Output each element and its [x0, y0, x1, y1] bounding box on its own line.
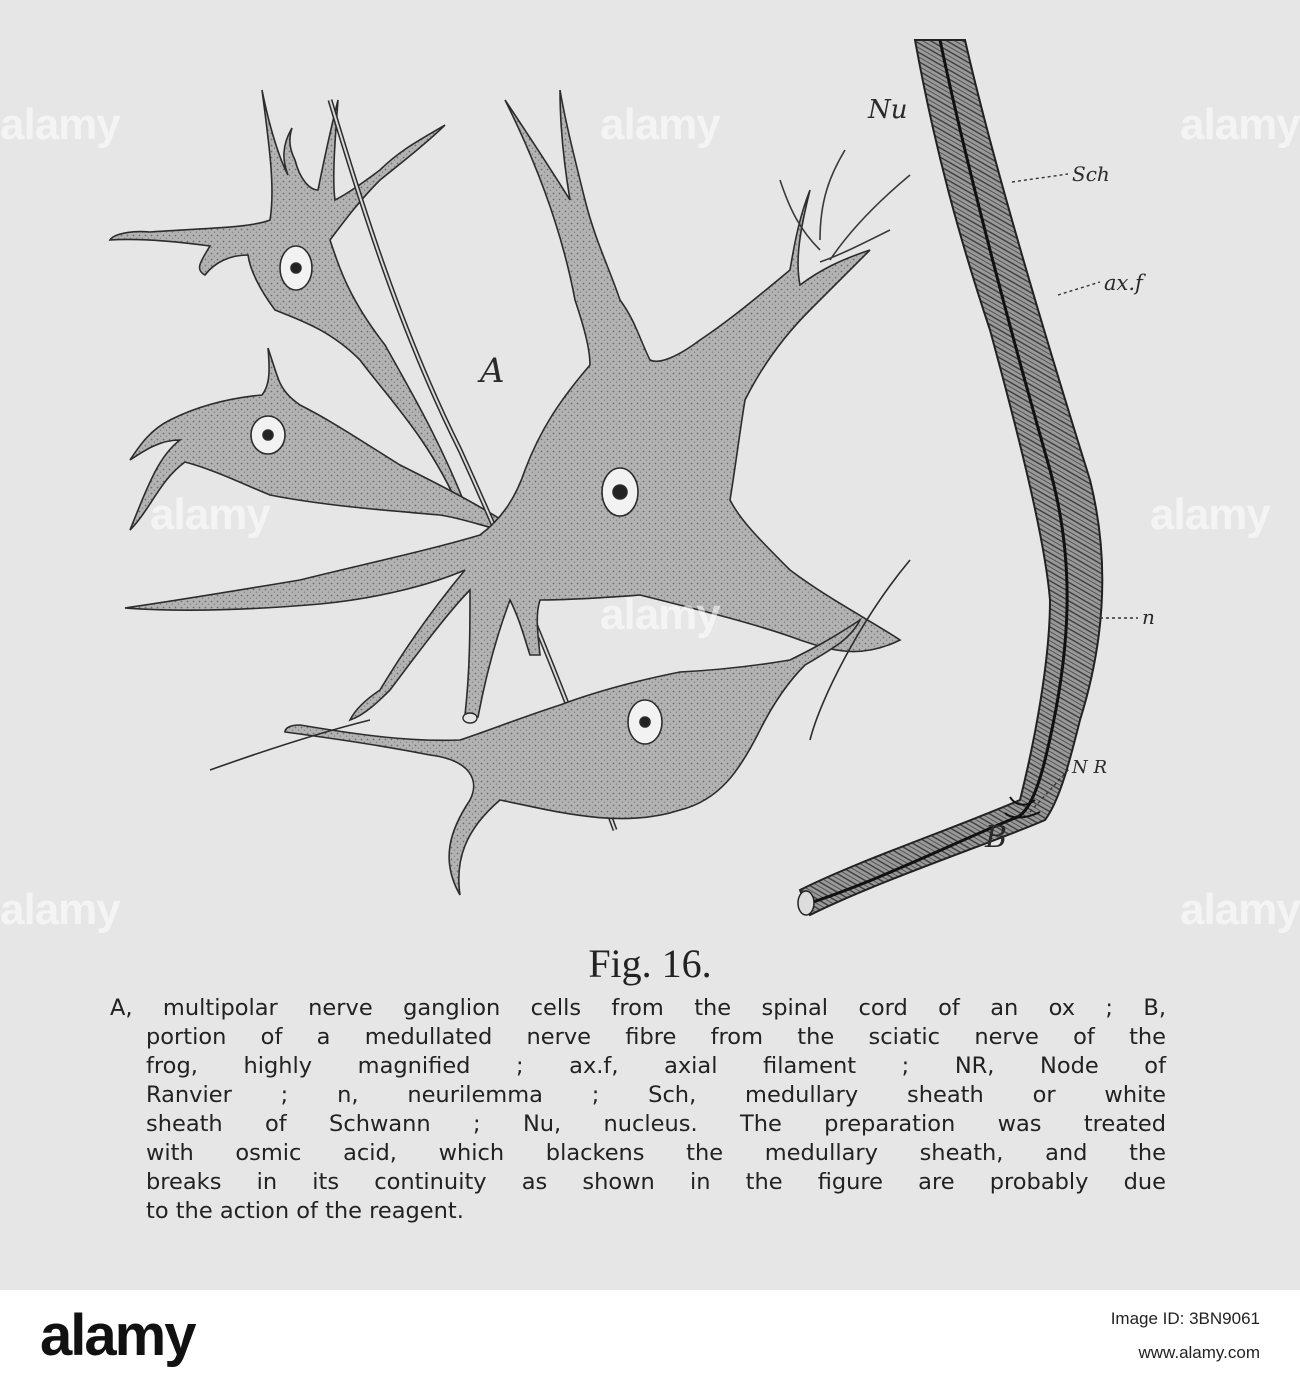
label-n: n — [1142, 605, 1155, 629]
watermark: alamy — [600, 100, 720, 149]
label-axf: ax.f — [1104, 271, 1143, 295]
watermark: alamy — [0, 885, 120, 934]
medullated-nerve-fibre — [798, 40, 1102, 915]
caption-line: Ranvier ; n, neurilemma ; Sch, medullary sheath or white — [146, 1082, 1166, 1108]
watermark: alamy — [1150, 490, 1270, 539]
label-A: A — [480, 351, 505, 391]
label-NR: N R — [1072, 757, 1108, 778]
label-B: B — [985, 820, 1008, 855]
image-id-block — [1111, 1302, 1260, 1370]
image-id-label: Image ID: 3BN9061 — [1110, 1309, 1260, 1328]
site-url[interactable]: www.alamy.com — [1138, 1343, 1260, 1362]
figure-title: Fig. 16. — [588, 941, 712, 986]
caption-line: breaks in its continuity as shown in the figure are probably due — [146, 1169, 1166, 1195]
watermark: alamy — [600, 590, 720, 639]
label-Nu: Nu — [868, 95, 908, 125]
watermark: alamy — [150, 490, 270, 539]
label-Sch: Sch — [1072, 162, 1110, 186]
stock-footer — [0, 1290, 1300, 1383]
watermark: alamy — [0, 100, 120, 149]
caption-line: sheath of Schwann ; Nu, nucleus. The preparation was treated — [146, 1111, 1166, 1137]
caption-line: frog, highly magnified ; ax.f, axial filament ; NR, Node of — [146, 1053, 1166, 1079]
watermark: alamy — [1180, 885, 1300, 934]
watermark: alamy — [1180, 100, 1300, 149]
caption-line: with osmic acid, which blackens the medullary sheath, and the — [146, 1140, 1166, 1166]
caption-line: to the action of the reagent. — [146, 1198, 464, 1224]
caption-line: portion of a medullated nerve fibre from the sciatic nerve of the — [146, 1024, 1166, 1050]
ganglion-cell-4 — [285, 620, 860, 895]
caption-line: A, multipolar nerve ganglion cells from the spinal cord of an ox ; B, — [110, 995, 1166, 1021]
figure-caption — [110, 994, 1166, 1226]
brand-logo[interactable]: alamy — [40, 1303, 195, 1368]
